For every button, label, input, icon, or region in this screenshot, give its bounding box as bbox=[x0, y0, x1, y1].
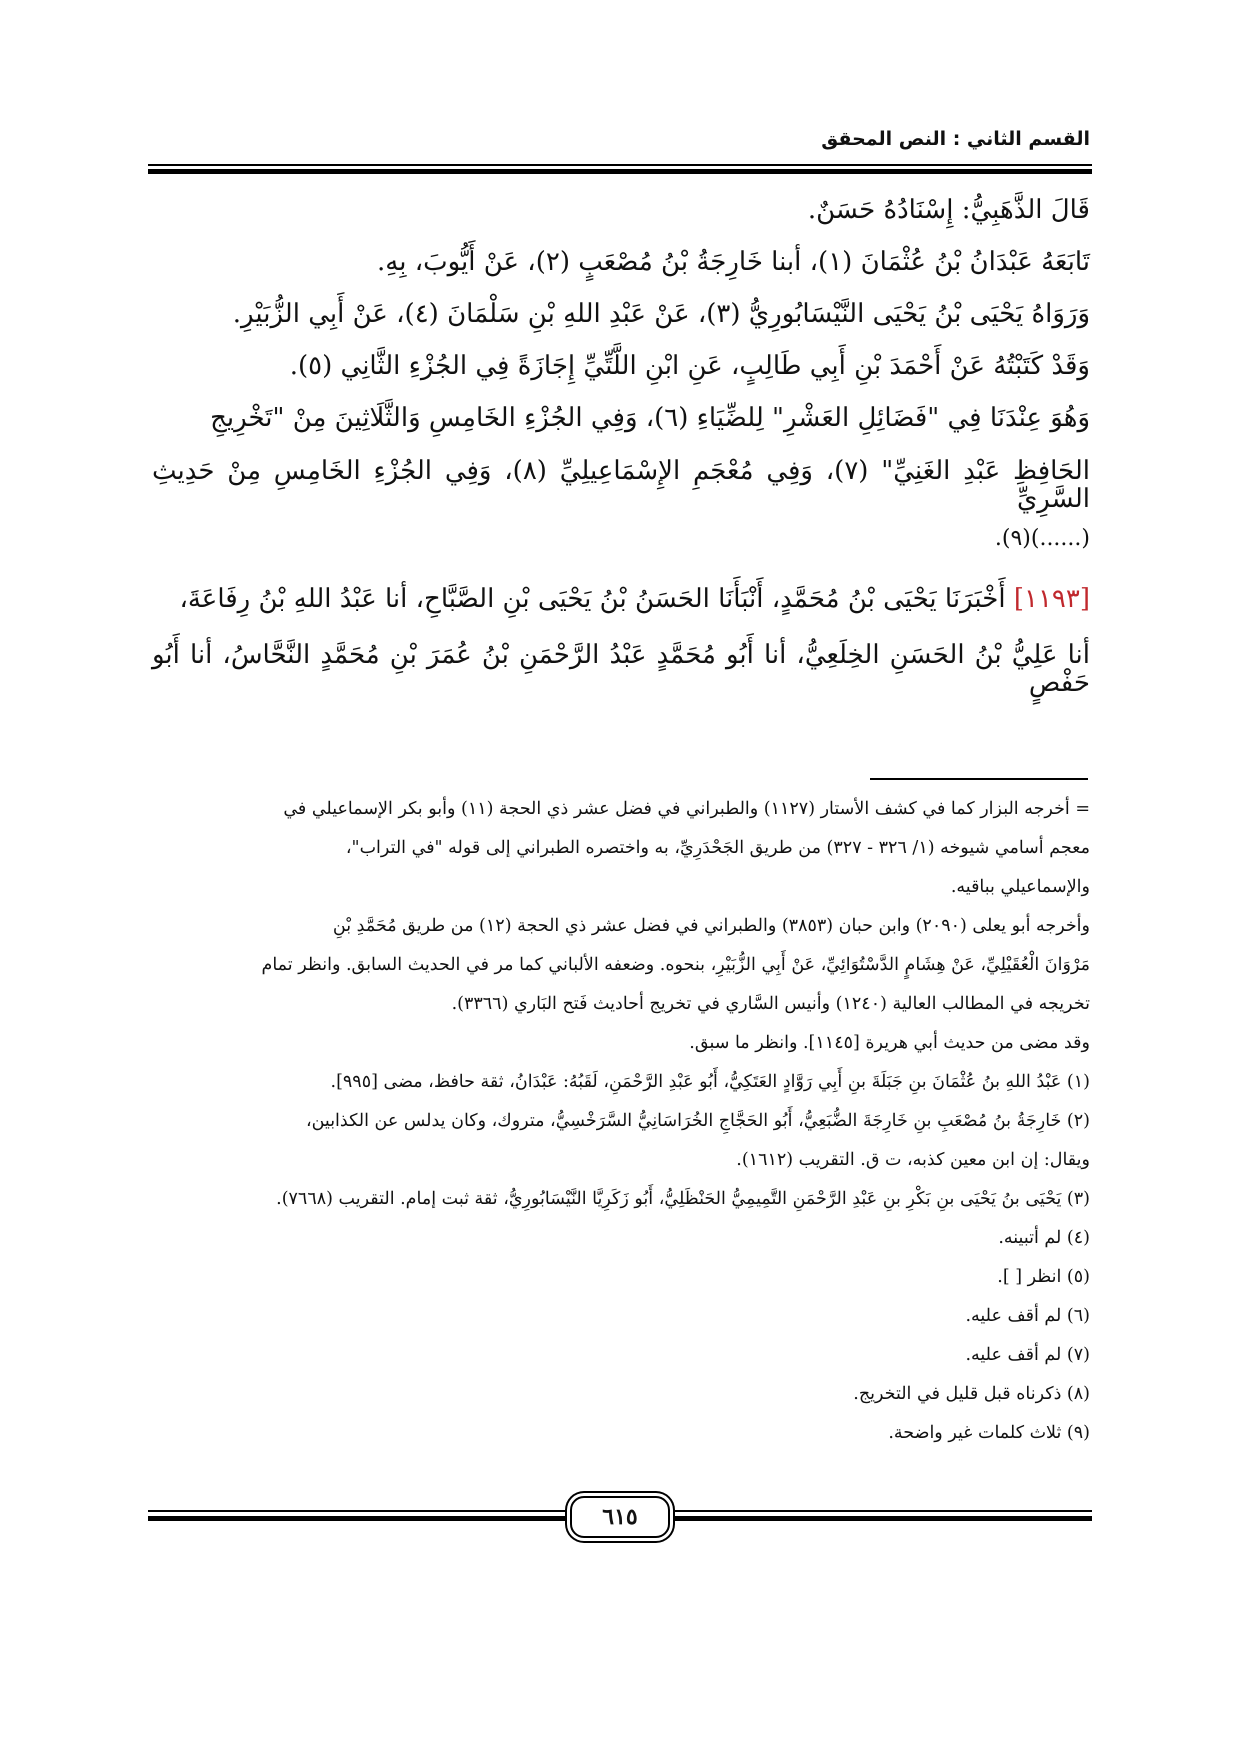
footnote-line: وقد مضى من حديث أبي هريرة [١١٤٥]. وانظر ما سبق. bbox=[689, 1033, 1090, 1053]
footnote-line: والإسماعيلي بباقيه. bbox=[950, 877, 1090, 897]
main-line: قَالَ الذَّهَبِيُّ: إِسْنَادُهُ حَسَنٌ. bbox=[807, 195, 1090, 225]
main-line: تَابَعَهُ عَبْدَانُ بْنُ عُثْمَانَ (١)، أبنا خَارِجَةُ بْنُ مُصْعَبٍ (٢)، عَنْ أَيُّوبَ، بِهِ. bbox=[377, 247, 1090, 277]
footnote-note: (٢) خَارِجَةُ بنُ مُصْعَبِ بنِ خَارِجَةَ الضُّبَعِيُّ، أَبُو الحَجَّاجِ الخُرَاسَانِيُّ السَّرَخْسِيُّ، متروك، وكان يدلس عن الكذابين، bbox=[305, 1111, 1090, 1131]
footnote-note: ويقال: إن ابن معين كذبه، ت ق. التقريب (١٦١٢). bbox=[736, 1150, 1090, 1170]
main-line: وَهُوَ عِنْدَنَا فِي "فَضَائِلِ العَشْرِ" لِلضِّيَاءِ (٦)، وَفِي الجُزْءِ الخَامِسِ وَالثَّلَاثِينَ مِنْ "تَخْرِيجِ bbox=[210, 403, 1090, 433]
footnote-line: معجم أسامي شيوخه (١/ ٣٢٦ - ٣٢٧) من طريق الجَحْدَرِيِّ، به واختصره الطبراني إلى قوله "في التراب"، bbox=[345, 838, 1090, 858]
footnote-note: (٤) لم أتبينه. bbox=[998, 1228, 1090, 1248]
footnote-note: (٦) لم أقف عليه. bbox=[965, 1306, 1090, 1326]
footnote-note: (١) عَبْدُ اللهِ بنُ عُثْمَانَ بنِ جَبَلَةَ بنِ أَبِي رَوَّادٍ العَتَكِيُّ، أَبُو عَبْدِ الرَّحْمَنِ، لَقَبُهُ: عَبْدَانُ، ثقة حافظ، مضى [٩٩٥]. bbox=[330, 1072, 1090, 1092]
footnote-line: مَرْوَانَ الْعُقَيْلِيِّ، عَنْ هِشَامٍ الدَّسْتُوَائِيِّ، عَنْ أَبِي الزُّبَيْرِ، بنحوه. وضعفه الألباني كما مر في الحديث السابق. وانظر تمام bbox=[261, 955, 1090, 975]
footnote-note: (٣) يَحْيَى بنُ يَحْيَى بنِ بَكْرِ بنِ عَبْدِ الرَّحْمَنِ التَّمِيمِيُّ الحَنْظَلِيُّ، أَبُو زَكَرِيَّا النَّيْسَابُورِيُّ، ثقة ثبت إمام. التقريب (٧٦٦٨). bbox=[276, 1189, 1090, 1209]
footnote-note: (٧) لم أقف عليه. bbox=[965, 1345, 1090, 1365]
hadith-text: أَخْبَرَنَا يَحْيَى بْنُ مُحَمَّدٍ، أَنْبَأَنَا الحَسَنُ بْنُ يَحْيَى بْنِ الصَّبَّاحِ، أنا عَبْدُ اللهِ بْنُ رِفَاعَةَ، bbox=[179, 584, 1006, 614]
page-number: ٦١٥ bbox=[570, 1496, 670, 1538]
footnote-note: (٨) ذكرناه قبل قليل في التخريج. bbox=[853, 1384, 1090, 1404]
main-line: (......)(٩). bbox=[994, 526, 1090, 551]
main-line: الحَافِظِ عَبْدِ الغَنِيِّ" (٧)، وَفِي مُعْجَمِ الإِسْمَاعِيلِيِّ (٨)، وَفِي الجُزْءِ الخَامِسِ مِنْ حَدِيثِ السَّرِيِّ bbox=[152, 456, 1090, 514]
footnote-note: (٥) انظر [ ]. bbox=[997, 1267, 1090, 1287]
main-line: وَرَوَاهُ يَحْيَى بْنُ يَحْيَى النَّيْسَابُورِيُّ (٣)، عَنْ عَبْدِ اللهِ بْنِ سَلْمَانَ (٤)، عَنْ أَبِي الزُّبَيْرِ. bbox=[232, 299, 1090, 329]
footnote-line: = أخرجه البزار كما في كشف الأستار (١١٢٧) والطبراني في فضل عشر ذي الحجة (١١) وأبو بكر الإسماعيلي في bbox=[283, 799, 1090, 819]
main-text bbox=[152, 186, 1090, 697]
running-head: القسم الثاني : النص المحقق bbox=[821, 128, 1090, 150]
header-rule-thin bbox=[148, 164, 1092, 166]
footnotes bbox=[152, 798, 1090, 1444]
header-rule-thick bbox=[148, 169, 1092, 174]
footnote-separator bbox=[870, 778, 1088, 780]
hadith-number: [١١٩٣] bbox=[1013, 584, 1090, 614]
main-line: وَقَدْ كَتَبْتُهُ عَنْ أَحْمَدَ بْنِ أَبِي طَالِبٍ، عَنِ ابْنِ اللَّتِّيِّ إِجَازَةً فِي الجُزْءِ الثَّانِي (٥). bbox=[289, 351, 1090, 381]
hadith-line bbox=[152, 585, 1090, 613]
footnote-note: (٩) ثلاث كلمات غير واضحة. bbox=[888, 1423, 1090, 1443]
hadith-line: أنا عَلِيُّ بْنُ الحَسَنِ الخِلَعِيُّ، أنا أَبُو مُحَمَّدٍ عَبْدُ الرَّحْمَنِ بْنُ عُمَرَ بْنِ مُحَمَّدٍ النَّحَّاسُ، أنا أَبُو حَفْصٍ bbox=[152, 640, 1090, 698]
footnote-line: وأخرجه أبو يعلى (٢٠٩٠) وابن حبان (٣٨٥٣) والطبراني في فضل عشر ذي الحجة (١٢) من طريق مُحَمَّدِ بْنِ bbox=[332, 916, 1090, 936]
footnote-line: تخريجه في المطالب العالية (١٢٤٠) وأنيس السَّاري في تخريج أحاديث فَتح البَاري (٣٣٦٦). bbox=[451, 994, 1090, 1014]
